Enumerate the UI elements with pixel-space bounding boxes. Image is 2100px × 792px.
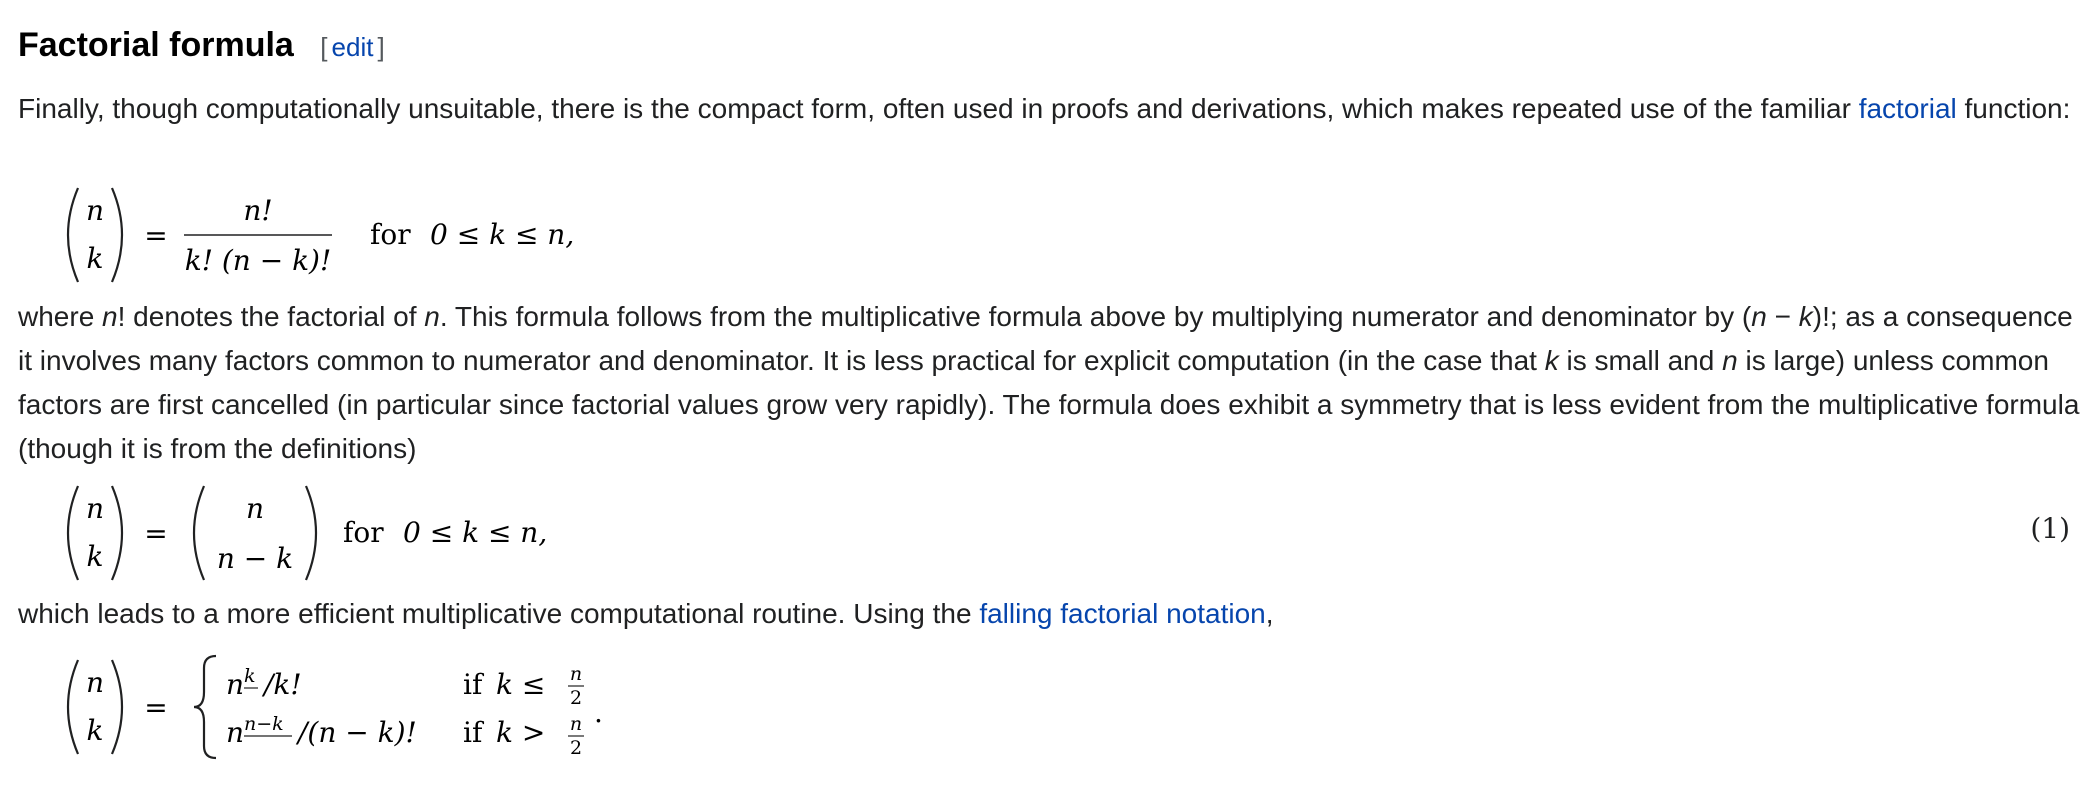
- paragraph-text: ,: [1265, 598, 1274, 629]
- equation-falling-factorial: [18, 652, 638, 767]
- case2-base: n: [226, 716, 245, 749]
- cases-brace: [194, 656, 216, 758]
- edit-section: [320, 32, 384, 62]
- math-var: n: [1751, 301, 1767, 332]
- equals-sign: =: [144, 691, 168, 724]
- equation-factorial-formula: [18, 180, 638, 295]
- case1-frac-den: 2: [569, 687, 583, 709]
- falling-factorial-link[interactable]: falling factorial notation: [979, 598, 1266, 629]
- case1-exponent: k: [244, 665, 256, 687]
- fraction-denominator: k! (n − k)!: [184, 244, 332, 277]
- fraction-numerator: n!: [243, 194, 273, 227]
- binom-top: n: [85, 666, 105, 699]
- case2-frac-den: 2: [569, 737, 583, 759]
- paragraph-text: ! denotes the factorial of: [117, 301, 425, 332]
- case1-if: if: [463, 668, 483, 701]
- rhs-left-paren: [194, 486, 204, 580]
- equation-number: (1): [2030, 512, 2070, 545]
- case1-rest: /k!: [264, 668, 302, 701]
- equals-sign: =: [144, 219, 168, 252]
- paragraph-explanation: [18, 295, 2084, 471]
- equals-sign: =: [144, 517, 168, 550]
- rhs-binom-top: n: [245, 492, 265, 525]
- section-title: Factorial formula: [18, 26, 294, 64]
- case2-condition: k >: [496, 716, 546, 749]
- binom-top: n: [85, 492, 105, 525]
- equation-factorial-svg: [18, 180, 638, 290]
- case2-if: if: [463, 716, 483, 749]
- paragraph-text: . This formula follows from the multiplicative formula above by multiplying numerator and denominator by (: [439, 301, 1752, 332]
- end-punctuation: .: [594, 696, 603, 729]
- paragraph-text: is large) unless common factors are first cancelled (in particular since factorial values grow very rapidly). The formula does exhibit a symmetry that is less evident from the multiplicative formula (though it is from the definitions): [18, 345, 2080, 464]
- factorial-link[interactable]: factorial: [1858, 93, 1957, 124]
- rhs-right-paren: [306, 486, 316, 580]
- paragraph-routine: [18, 592, 2084, 636]
- binom-left-paren: [68, 486, 78, 580]
- edit-link[interactable]: edit: [331, 32, 374, 62]
- equation-symmetry: [18, 478, 638, 593]
- equation-symmetry-svg: [18, 478, 638, 588]
- binom-right-paren: [112, 188, 122, 282]
- paragraph-text: Finally, though computationally unsuitable, there is the compact form, often used in proofs and derivations, which makes repeated use of the familiar: [18, 93, 1859, 124]
- condition-word: for: [370, 218, 411, 251]
- binom-left-paren: [68, 188, 78, 282]
- binom-left-paren: [68, 660, 78, 754]
- case1-frac-num: n: [569, 663, 583, 685]
- math-var: n: [424, 301, 440, 332]
- rhs-binom-bottom: n − k: [216, 542, 294, 575]
- paragraph-text: is small and: [1558, 345, 1723, 376]
- equation-falling-svg: [18, 652, 638, 762]
- math-var: k: [1798, 301, 1813, 332]
- math-var: n: [1722, 345, 1738, 376]
- binom-bottom: k: [86, 540, 104, 573]
- case1-condition: k ≤: [496, 668, 546, 701]
- paragraph-text: which leads to a more efficient multiplicative computational routine. Using the: [18, 598, 980, 629]
- binom-bottom: k: [86, 714, 104, 747]
- condition-word: for: [343, 516, 384, 549]
- math-var: n: [102, 301, 118, 332]
- binom-bottom: k: [86, 242, 104, 275]
- edit-bracket-close: ]: [377, 32, 385, 62]
- paragraph-intro: [18, 87, 2084, 131]
- case2-rest: /(n − k)!: [298, 716, 417, 749]
- case2-exponent: n−k: [244, 713, 284, 735]
- binom-top: n: [85, 194, 105, 227]
- condition-expression: 0 ≤ k ≤ n,: [430, 218, 575, 251]
- condition-expression: 0 ≤ k ≤ n,: [403, 516, 548, 549]
- case2-frac-num: n: [569, 713, 583, 735]
- edit-bracket-open: [: [320, 32, 328, 62]
- math-var: k: [1544, 345, 1559, 376]
- paragraph-text: −: [1766, 301, 1799, 332]
- binom-right-paren: [112, 660, 122, 754]
- section-heading: [18, 26, 385, 70]
- binom-right-paren: [112, 486, 122, 580]
- paragraph-text: )!; as a consequence it involves many factors common to numerator and denominator. It is less practical for explicit computation (in the case that: [18, 301, 2073, 376]
- paragraph-text: where: [18, 301, 103, 332]
- case1-base: n: [226, 668, 245, 701]
- paragraph-text: function:: [1956, 93, 2071, 124]
